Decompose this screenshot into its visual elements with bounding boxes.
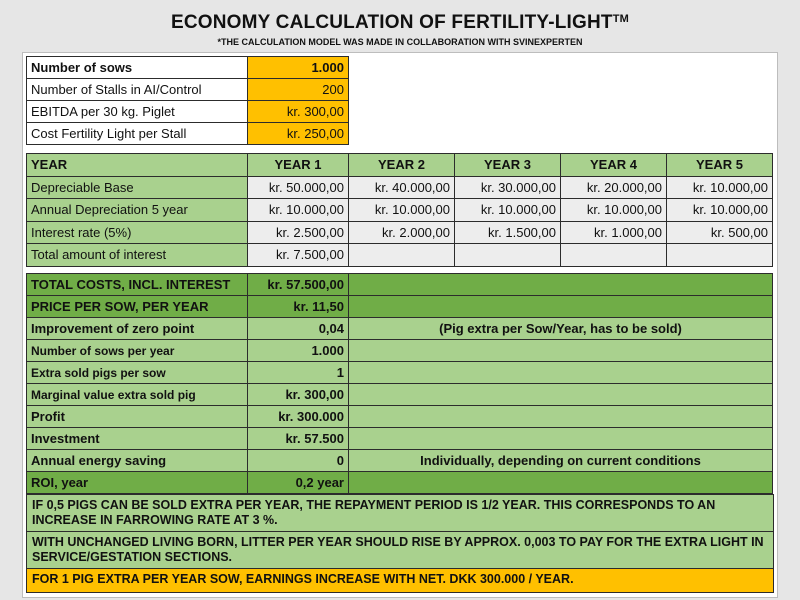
summary-label: Profit [27,406,248,428]
depreciation-table [26,153,773,267]
summary-value[interactable]: kr. 300,00 [248,384,349,406]
page-title [0,12,800,34]
row-label: Interest rate (5%) [27,221,248,244]
summary-label: PRICE PER SOW, PER YEAR [27,296,248,318]
table-cell[interactable]: kr. 10.000,00 [667,176,773,199]
table-cell[interactable]: kr. 30.000,00 [455,176,561,199]
summary-label: TOTAL COSTS, INCL. INTEREST [27,274,248,296]
column-header: YEAR 3 [455,154,561,177]
table-row [27,221,773,244]
note-litter: WITH UNCHANGED LIVING BORN, LITTER PER YEAR SHOULD RISE BY APPROX. 0,003 TO PAY FOR THE EXTRA LIGHT IN SERVICE/GESTATION SECTIONS. [26,532,774,569]
summary-label: Marginal value extra sold pig [27,384,248,406]
summary-row [27,406,773,428]
summary-row [27,472,773,494]
input-row [27,57,349,79]
summary-value[interactable]: 0,2 year [248,472,349,494]
note-repayment: IF 0,5 PIGS CAN BE SOLD EXTRA PER YEAR, THE REPAYMENT PERIOD IS 1/2 YEAR. THIS CORRESPONDS TO AN INCREASE IN FARROWING RATE AT 3 %. [26,494,774,532]
row-label: Annual Depreciation 5 year [27,199,248,222]
summary-label: Annual energy saving [27,450,248,472]
row-label: Total amount of interest [27,244,248,267]
summary-label: Improvement of zero point [27,318,248,340]
summary-value[interactable]: 1.000 [248,340,349,362]
summary-value[interactable]: kr. 11,50 [248,296,349,318]
summary-note [349,384,773,406]
input-value[interactable]: kr. 300,00 [248,101,349,123]
page-subtitle: *THE CALCULATION MODEL WAS MADE IN COLLABORATION WITH SVINEXPERTEN [217,37,583,47]
column-header: YEAR [27,154,248,177]
column-header: YEAR 1 [248,154,349,177]
table-row [27,244,773,267]
notes-section [26,494,774,593]
summary-row [27,340,773,362]
input-value[interactable]: 200 [248,79,349,101]
summary-value[interactable]: 1 [248,362,349,384]
summary-row [27,318,773,340]
summary-note [349,362,773,384]
summary-note: (Pig extra per Sow/Year, has to be sold) [349,318,773,340]
input-row [27,123,349,145]
table-cell[interactable]: kr. 40.000,00 [349,176,455,199]
table-cell[interactable]: kr. 2.500,00 [248,221,349,244]
title-text: ECONOMY CALCULATION OF FERTILITY-LIGHT [170,12,613,33]
summary-label: Number of sows per year [27,340,248,362]
summary-row [27,428,773,450]
summary-note [349,296,773,318]
input-row [27,101,349,123]
row-label: Depreciable Base [27,176,248,199]
table-cell[interactable] [455,244,561,267]
input-label: EBITDA per 30 kg. Piglet [27,101,248,123]
trademark: TM [612,13,630,25]
summary-row [27,362,773,384]
summary-value[interactable]: kr. 300.000 [248,406,349,428]
table-cell[interactable] [561,244,667,267]
summary-row [27,274,773,296]
table-cell[interactable]: kr. 10.000,00 [455,199,561,222]
note-earnings: FOR 1 PIG EXTRA PER YEAR SOW, EARNINGS INCREASE WITH NET. DKK 300.000 / YEAR. [26,569,774,593]
summary-value[interactable]: kr. 57.500,00 [248,274,349,296]
column-header: YEAR 5 [667,154,773,177]
depreciation-header-row [27,154,773,177]
summary-row [27,450,773,472]
summary-row [27,384,773,406]
summary-value[interactable]: kr. 57.500 [248,428,349,450]
summary-note: Individually, depending on current conditions [349,450,773,472]
input-value[interactable]: kr. 250,00 [248,123,349,145]
table-cell[interactable]: kr. 10.000,00 [248,199,349,222]
summary-note [349,406,773,428]
table-row [27,199,773,222]
summary-label: ROI, year [27,472,248,494]
table-cell[interactable]: kr. 2.000,00 [349,221,455,244]
input-label: Number of Stalls in AI/Control [27,79,248,101]
table-cell[interactable]: kr. 1.500,00 [455,221,561,244]
inputs-table [26,56,349,145]
table-cell[interactable]: kr. 10.000,00 [561,199,667,222]
table-cell[interactable] [667,244,773,267]
table-row [27,176,773,199]
table-cell[interactable]: kr. 50.000,00 [248,176,349,199]
summary-note [349,472,773,494]
summary-row [27,296,773,318]
input-value[interactable]: 1.000 [248,57,349,79]
input-label: Number of sows [27,57,248,79]
summary-note [349,340,773,362]
column-header: YEAR 2 [349,154,455,177]
table-cell[interactable]: kr. 20.000,00 [561,176,667,199]
summary-value[interactable]: 0,04 [248,318,349,340]
table-cell[interactable]: kr. 10.000,00 [349,199,455,222]
table-cell[interactable]: kr. 7.500,00 [248,244,349,267]
table-cell[interactable]: kr. 1.000,00 [561,221,667,244]
summary-label: Extra sold pigs per sow [27,362,248,384]
table-cell[interactable] [349,244,455,267]
input-label: Cost Fertility Light per Stall [27,123,248,145]
input-row [27,79,349,101]
summary-note [349,428,773,450]
summary-table [26,273,773,494]
column-header: YEAR 4 [561,154,667,177]
summary-value[interactable]: 0 [248,450,349,472]
summary-note [349,274,773,296]
summary-label: Investment [27,428,248,450]
table-cell[interactable]: kr. 10.000,00 [667,199,773,222]
table-cell[interactable]: kr. 500,00 [667,221,773,244]
